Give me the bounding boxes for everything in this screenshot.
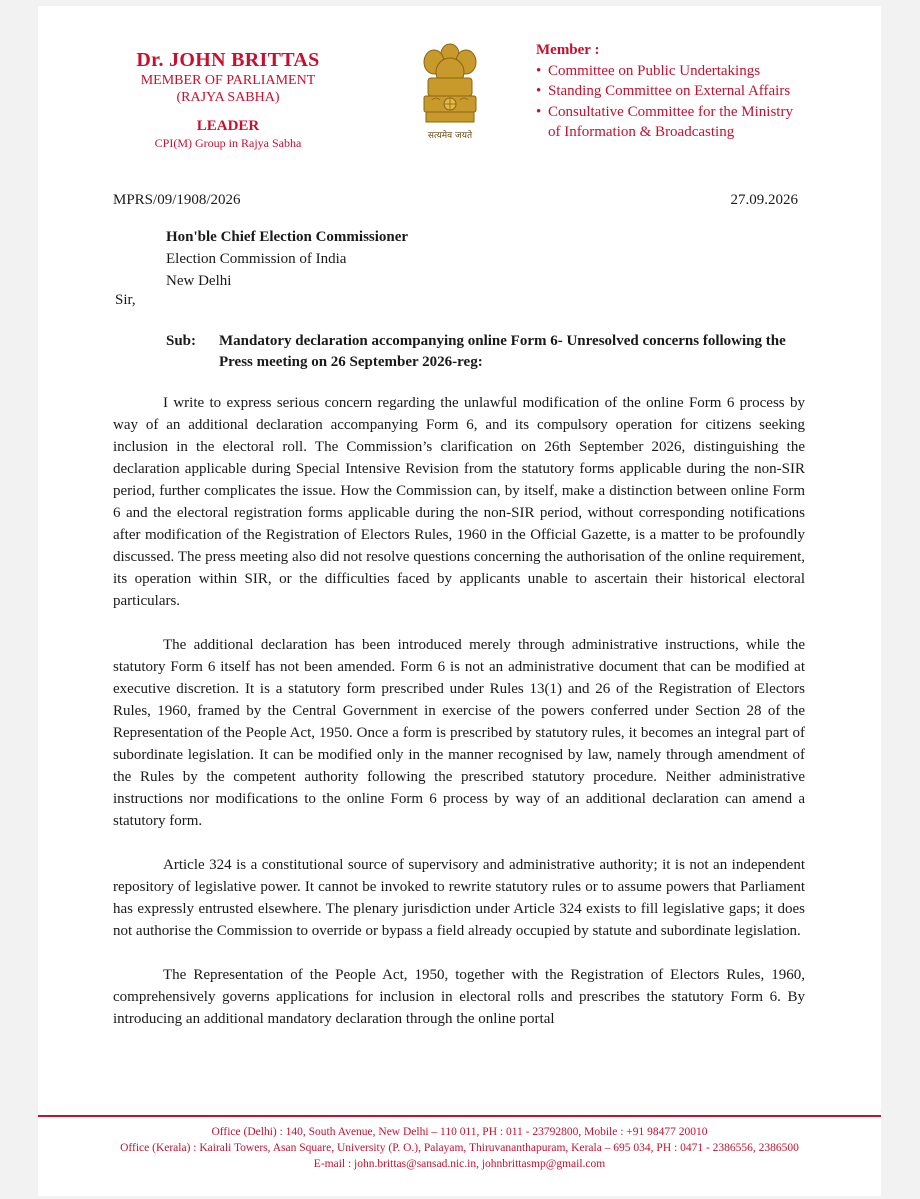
member-label: Member : [536,42,600,58]
addressee-city: New Delhi [166,273,232,289]
reference-number: MPRS/09/1908/2026 [113,192,241,208]
letter-body [113,392,805,1052]
bullet-icon: • [536,103,542,120]
sender-role: LEADER [196,118,260,134]
sender-name: Dr. JOHN BRITTAS [136,49,320,71]
sender-group: CPI(M) Group in Rajya Sabha [154,136,302,150]
footer-contact [38,1124,881,1172]
subject-text: Mandatory declaration accompanying online Form 6- Unresolved concerns following the Press meeting on 26 September 2026-reg: [219,333,786,370]
letterhead-right [536,40,836,143]
bullet-icon: • [536,62,542,79]
letter-page [38,6,881,1196]
sender-title: MEMBER OF PARLIAMENT [140,73,316,88]
committee-item: • Consultative Committee for the Ministry [536,102,836,123]
subject-label: Sub: [166,333,197,349]
body-paragraph: I write to express serious concern regarding the unlawful modification of the online Form 6 process by way of an additional declaration accompanying Form 6, and its compulsory operation for citizens seeking inclusion in the electoral roll. The Commission’s clarification on 26th September 2026, distinguishing the declaration applicable during Special Intensive Revision from the statutory forms applicable during the non-SIR period, further complicates the issue. How the Commission can, by itself, make a distinction between online Form 6 and the electoral registration forms applicable during the non-SIR period, without corresponding notifications after modification of the Registration of Electors Rules, 1960 in the Official Gazette, is a matter to be profoundly discussed. The press meeting also did not resolve questions concerning the authorisation of the online requirement, its operation within SIR, or the difficulties faced by applicants unable to ascertain their historical electoral particulars. [113,395,805,609]
bullet-icon: • [536,83,542,99]
footer-divider [38,1115,881,1117]
body-paragraph: The additional declaration has been introduced merely through administrative instructions, while the statutory Form 6 itself has not been amended. Form 6 is not an administrative document that can be modified at executive discretion. It is a statutory form prescribed under Rules 13(1) and 26 of the Registration of Electors Rules, 1960, framed by the Central Government in exercise of the powers conferred under Section 28 of the Representation of the People Act, 1950. Once a form is prescribed by statutory rules, it becomes an integral part of subordinate legislation. It can be modified only in the manner recognised by law, namely through amendment of the Rules by the competent authority following the prescribed statutory procedure. Neither administrative instructions nor modifications to the online Form 6 process by way of an additional declaration can amend a statutory form. [113,637,805,829]
committee-list [536,61,836,143]
addressee-organisation: Election Commission of India [166,251,347,267]
salutation: Sir, [115,292,136,308]
committee-item-continued: of Information & Broadcasting [548,124,735,140]
subject-line [166,331,786,373]
footer-kerala-office: Office (Kerala) : Kairali Towers, Asan Square, University (P. O.), Palayam, Thiruvananthapuram, Kerala – 695 034, PH : 0471 - 2386556, 2386500 [120,1142,799,1154]
addressee-block [166,226,408,292]
committee-item: • Committee on Public Undertakings [536,61,836,82]
sender-house: (RAJYA SABHA) [176,90,280,105]
addressee-title: Hon'ble Chief Election Commissioner [166,229,409,245]
committee-item: • Standing Committee on External Affairs [536,81,836,102]
letter-date: 27.09.2026 [730,192,798,208]
letterhead-left [118,48,338,151]
footer-email: E-mail : john.brittas@sansad.nic.in, johnbrittasmp@gmail.com [313,1158,606,1170]
body-paragraph: The Representation of the People Act, 1950, together with the Registration of Electors Rules, 1960, comprehensively governs applications for inclusion in electoral rolls and prescribes the statutory Form 6. By introducing an additional mandatory declaration through the online portal [113,967,805,1027]
emblem-motto: सत्यमेव जयते [427,131,473,141]
footer-delhi-office: Office (Delhi) : 140, South Avenue, New Delhi – 110 011, PH : 011 - 23792800, Mobile : +91 98477 20010 [211,1126,708,1138]
body-paragraph: Article 324 is a constitutional source of supervisory and administrative authority; it is not an independent repository of legislative power. It cannot be invoked to rewrite statutory rules or to assume powers that Parliament has expressly entrusted elsewhere. The plenary jurisdiction under Article 324 exists to fill legislative gaps; it does not authorise the Commission to override or bypass a field already occupied by statute and subordinate legislation. [113,857,805,939]
